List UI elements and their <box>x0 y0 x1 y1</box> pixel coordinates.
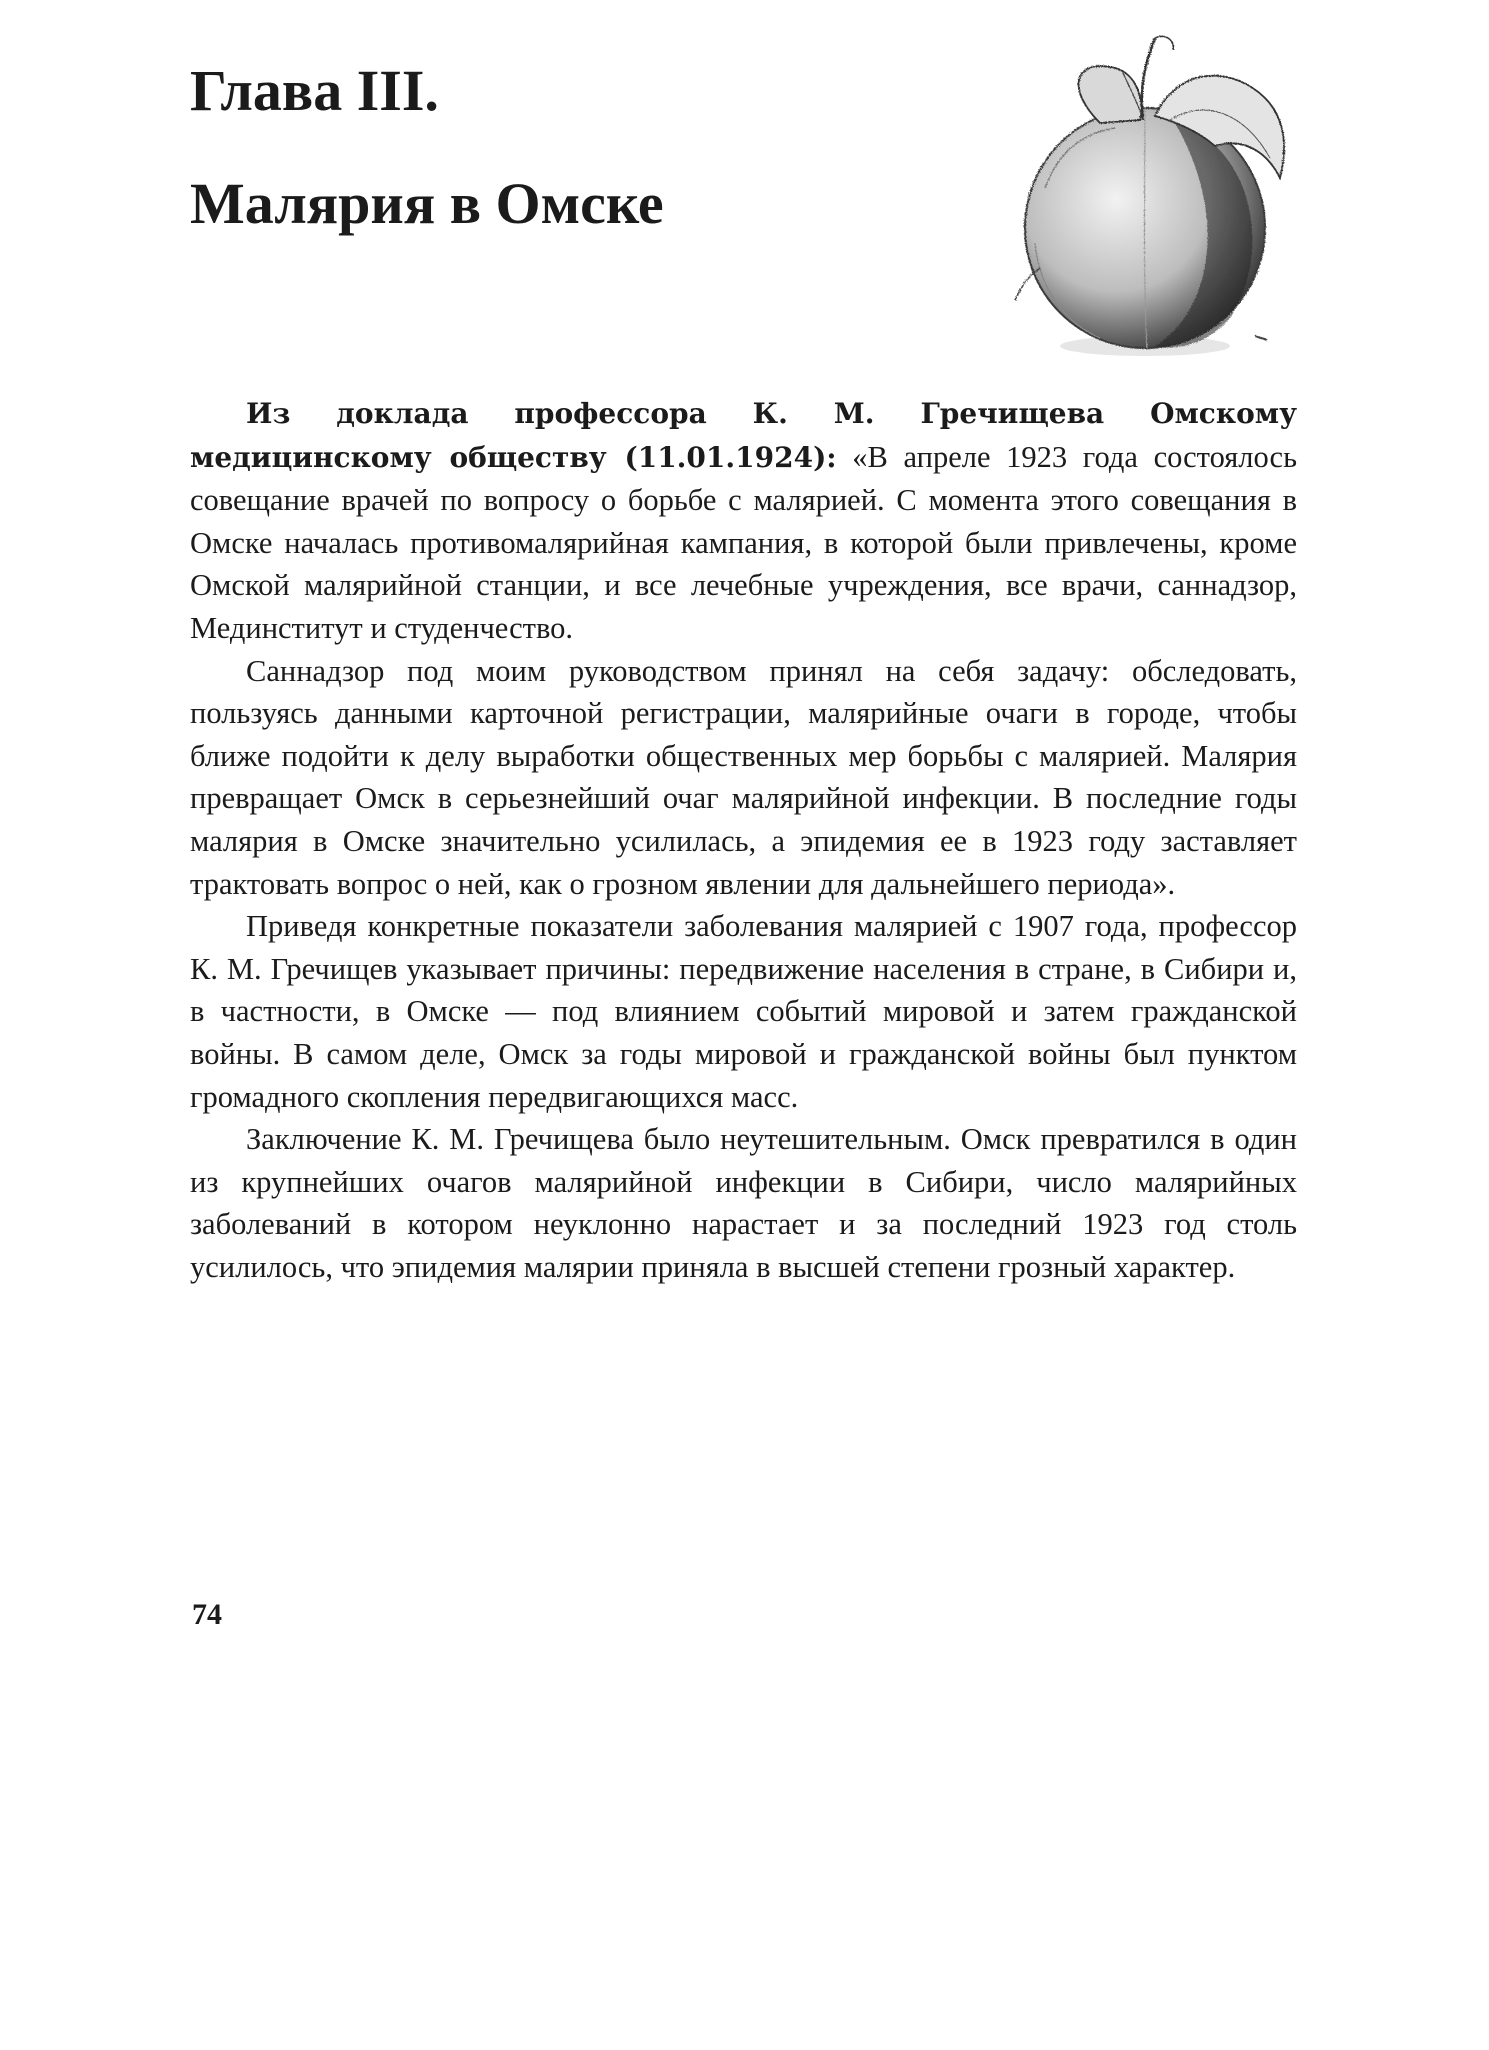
page-number: 74 <box>192 1598 222 1631</box>
chapter-number: Глава III. <box>190 58 439 123</box>
plant-fruit-sketch-icon <box>1005 28 1305 373</box>
chapter-title: Малярия в Омске <box>190 171 664 236</box>
paragraph-lead: Из доклада профессора К. М. Гречищева Омскому медицинскому обществу (11.01.1924): <box>190 397 1297 474</box>
paragraph: Приведя конкретные показатели заболевания малярией с 1907 года, профессор К. М. Гречищев указывает причины: передвижение населения в стране, в Сибири и, в частности, в Омске — под влиянием событий мировой и затем гражданской войны. В самом деле, Омск за годы мировой и гражданской войны был пунктом громадного скопления передвигающихся масс. <box>190 909 1297 1114</box>
body-text <box>190 392 1297 1288</box>
paragraph <box>190 392 1297 650</box>
paragraph: Саннадзор под моим руководством принял на себя задачу: обследовать, пользуясь данными карточной регистрации, малярийные очаги в городе, чтобы ближе подойти к делу выработки общественных мер борьбы с малярией. Малярия превращает Омск в серьезнейший очаг малярийной инфекции. В последние годы малярия в Омске значительно усилилась, а эпидемия ее в 1923 году заставляет трактовать вопрос о ней, как о грозном явлении для дальнейшего периода». <box>190 653 1297 901</box>
paragraph: Заключение К. М. Гречищева было неутешительным. Омск превратился в один из крупнейших очагов малярийной инфекции в Сибири, число малярийных заболеваний в котором неуклонно нарастает и за последний 1923 год столь усилилось, что эпидемия малярии приняла в высшей степени грозный характер. <box>190 1122 1297 1284</box>
paragraph-text: «В апреле 1923 года состоялось совещание врачей по вопросу о борьбе с малярией. С момента этого совещания в Омске началась противомалярийная кампания, в которой были привлечены, кроме Омской малярийной станции, и все лечебные учреждения, все врачи, саннадзор, Мединститут и студенчество. <box>190 439 1297 645</box>
